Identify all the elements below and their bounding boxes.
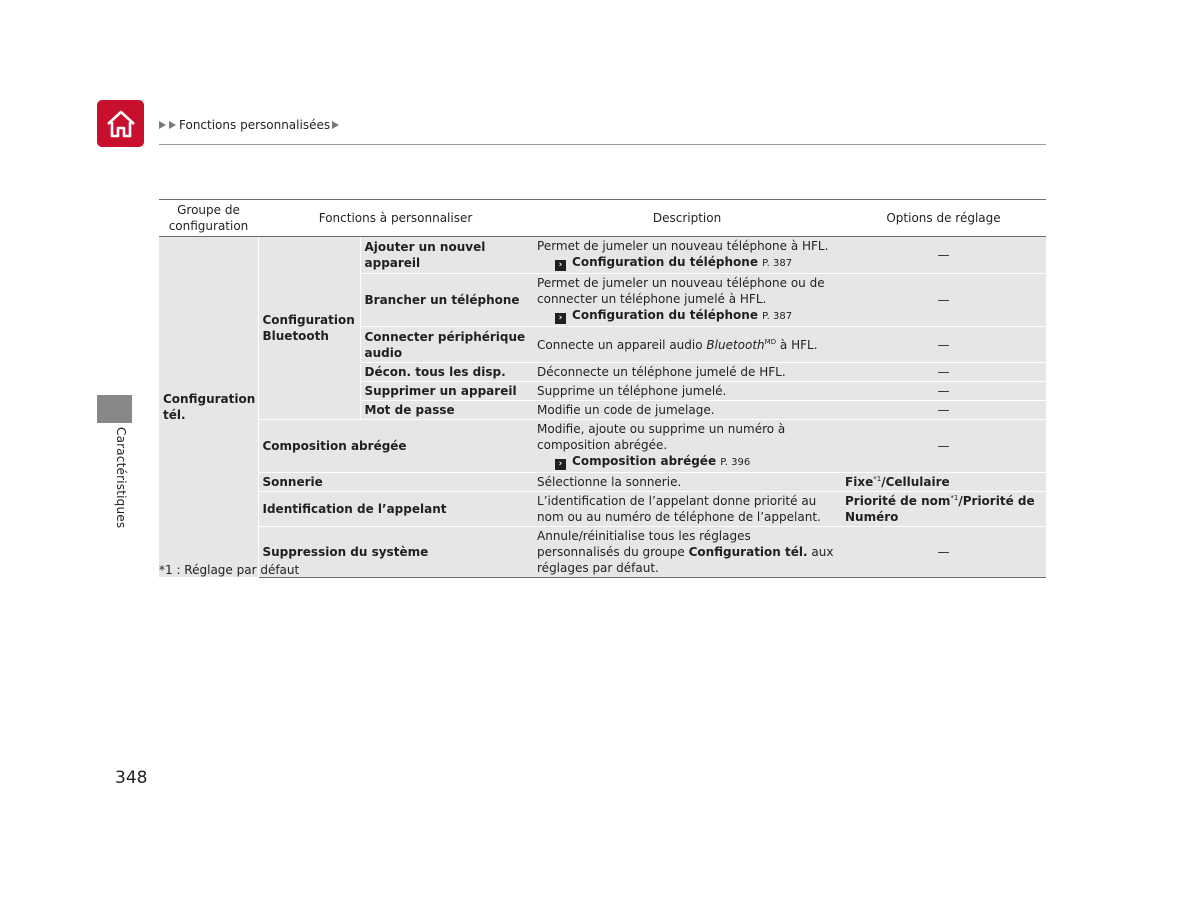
- reference-title: Configuration du téléphone: [572, 308, 758, 322]
- option-default: Fixe: [845, 475, 874, 489]
- description-cell: [533, 237, 841, 274]
- column-header-description: Description: [533, 200, 841, 237]
- description-text: Permet de jumeler un nouveau téléphone ou de connecter un téléphone jumelé à HFL.: [537, 276, 825, 306]
- function-cell: Mot de passe: [360, 401, 533, 420]
- footnote-marker: *1: [950, 494, 959, 502]
- table-row: [159, 237, 1046, 274]
- table-row: [159, 473, 1046, 492]
- description-cell: [533, 274, 841, 327]
- section-tab[interactable]: [97, 395, 132, 423]
- section-tab-label: Caractéristiques: [114, 427, 128, 529]
- column-header-group: Groupe de configuration: [159, 200, 258, 237]
- breadcrumb-arrow-icon: [169, 121, 176, 129]
- function-cell: Décon. tous les disp.: [360, 363, 533, 382]
- option-cell: —: [841, 237, 1046, 274]
- option-alternative: /Cellulaire: [881, 475, 950, 489]
- description-emphasis: Configuration tél.: [688, 545, 808, 559]
- description-text: Permet de jumeler un nouveau téléphone à HFL.: [537, 239, 829, 253]
- option-cell: [841, 473, 1046, 492]
- cross-reference-link[interactable]: [537, 254, 837, 272]
- description-text: aux réglages par défaut.: [537, 545, 834, 575]
- home-icon: [104, 107, 138, 141]
- function-cell: Connecter périphérique audio: [360, 327, 533, 363]
- trademark-mark: MD: [764, 337, 777, 346]
- function-cell: Sonnerie: [258, 473, 533, 492]
- reference-arrow-icon: ›: [555, 260, 566, 271]
- description-cell: Sélectionne la sonnerie.: [533, 473, 841, 492]
- option-cell: —: [841, 527, 1046, 578]
- reference-page: P. 396: [720, 457, 751, 468]
- table-header-row: [159, 200, 1046, 237]
- description-cell: [533, 527, 841, 578]
- function-cell: Brancher un téléphone: [360, 274, 533, 327]
- option-cell: —: [841, 401, 1046, 420]
- breadcrumb[interactable]: [159, 116, 340, 134]
- group-cell: Configuration tél.: [159, 237, 258, 578]
- option-cell: [841, 492, 1046, 527]
- option-cell: —: [841, 327, 1046, 363]
- column-header-options: Options de réglage: [841, 200, 1046, 237]
- description-cell: Supprime un téléphone jumelé.: [533, 382, 841, 401]
- header-divider: [159, 144, 1046, 145]
- column-header-function: Fonctions à personnaliser: [258, 200, 533, 237]
- settings-table: [159, 199, 1046, 578]
- function-cell: Ajouter un nouvel appareil: [360, 237, 533, 274]
- description-cell: [533, 327, 841, 363]
- table-row: [159, 492, 1046, 527]
- function-cell: Composition abrégée: [258, 420, 533, 473]
- function-cell: Identification de l’appelant: [258, 492, 533, 527]
- option-cell: —: [841, 420, 1046, 473]
- subgroup-cell: Configuration Bluetooth: [258, 237, 360, 420]
- description-trademark: Bluetooth: [706, 337, 765, 352]
- description-cell: Déconnecte un téléphone jumelé de HFL.: [533, 363, 841, 382]
- breadcrumb-arrow-icon: [332, 121, 339, 129]
- reference-arrow-icon: ›: [555, 459, 566, 470]
- option-cell: —: [841, 382, 1046, 401]
- home-button[interactable]: [97, 100, 144, 147]
- reference-page: P. 387: [762, 311, 793, 322]
- reference-arrow-icon: ›: [555, 313, 566, 324]
- breadcrumb-label: Fonctions personnalisées: [179, 118, 331, 132]
- reference-page: P. 387: [762, 258, 793, 269]
- description-cell: L’identification de l’appelant donne priorité au nom ou au numéro de téléphone de l’appelant.: [533, 492, 841, 527]
- description-cell: Modifie un code de jumelage.: [533, 401, 841, 420]
- footnote: *1 : Réglage par défaut: [159, 563, 300, 577]
- function-cell: Supprimer un appareil: [360, 382, 533, 401]
- reference-title: Composition abrégée: [572, 454, 717, 468]
- breadcrumb-arrow-icon: [159, 121, 166, 129]
- footnote-marker: *1: [873, 475, 882, 483]
- option-alternative: /Priorité de Numéro: [845, 494, 1035, 524]
- description-text: à HFL.: [776, 337, 818, 352]
- reference-title: Configuration du téléphone: [572, 255, 758, 269]
- cross-reference-link[interactable]: [537, 307, 837, 325]
- option-default: Priorité de nom: [845, 494, 951, 508]
- description-text: Modifie, ajoute ou supprime un numéro à composition abrégée.: [537, 422, 786, 452]
- description-text: Connecte un appareil audio: [537, 337, 707, 352]
- function-cell: Suppression du système: [258, 527, 533, 578]
- cross-reference-link[interactable]: [537, 453, 837, 471]
- option-cell: —: [841, 274, 1046, 327]
- description-text: Annule/réinitialise tous les réglages personnalisés du groupe: [537, 529, 751, 559]
- table-row: [159, 420, 1046, 473]
- description-cell: [533, 420, 841, 473]
- option-cell: —: [841, 363, 1046, 382]
- page-number: 348: [115, 768, 148, 788]
